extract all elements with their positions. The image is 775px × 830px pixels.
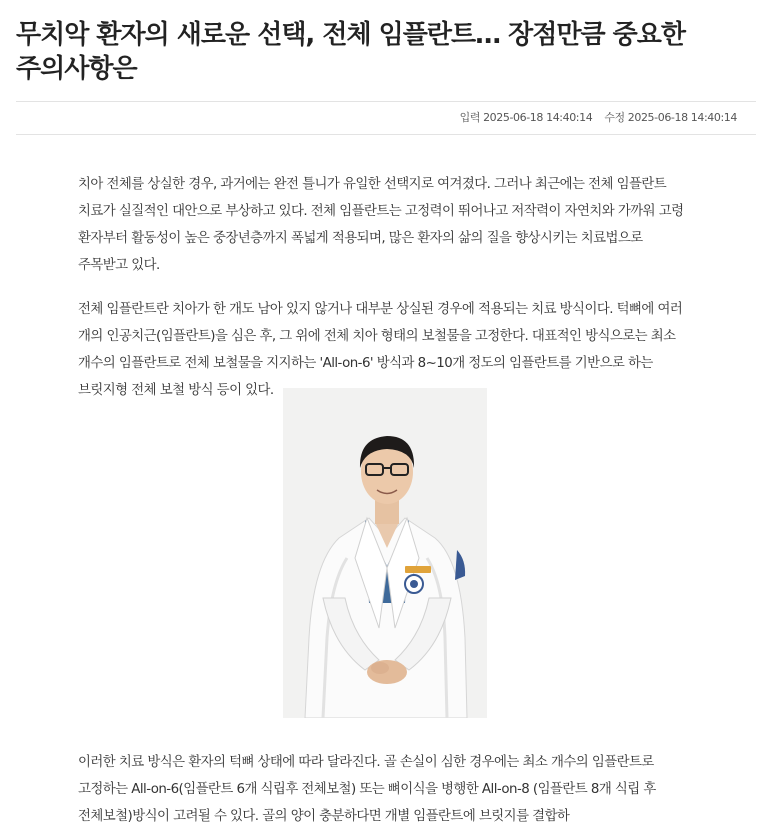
modified-time: 2025-06-18 14:40:14 bbox=[627, 111, 737, 124]
published-time: 2025-06-18 14:40:14 bbox=[483, 111, 593, 124]
article-paragraph-2: 전체 임플란트란 치아가 한 개도 남아 있지 않거나 대부분 상실된 경우에 적용되는 치료 방식이다. 턱뼈에 여러 개의 인공치근(임플란트)을 심은 후, 그 위에 전체 치아 형태의 보철물을 고정한다. 대표적인 방식으로는 최소 개수의 임플란트로 전체 보철물을 지지하는 'All-on-6' 방식과 8~10개 정도의 임플란트를 기반으로 하는 브릿지형 전체 보철 방식 등이 있다. bbox=[78, 302, 683, 399]
article-meta bbox=[448, 110, 737, 126]
modified-label: 수정 bbox=[604, 111, 625, 124]
article-headline: 무치악 환자의 새로운 선택, 전체 임플란트… 장점만큼 중요한 주의사항은 bbox=[16, 20, 686, 84]
modified-info bbox=[604, 111, 737, 124]
article-paragraph-1: 치아 전체를 상실한 경우, 과거에는 완전 틀니가 유일한 선택지로 여겨졌다. 그러나 최근에는 전체 임플란트 치료가 실질적인 대안으로 부상하고 있다. 전체 임플란트는 고정력이 뛰어나고 저작력이 자연치와 가까워 고령 환자부터 활동성이 높은 중장년층까지 폭넓게 적용되며, 많은 환자의 삶의 질을 향상시키는 치료법으로 주목받고 있다. bbox=[78, 177, 684, 274]
published-info bbox=[460, 111, 593, 124]
article-paragraph-3: 이러한 치료 방식은 환자의 턱뼈 상태에 따라 달라진다. 골 손실이 심한 경우에는 최소 개수의 임플란트로 고정하는 All-on-6(임플란트 6개 식립후 전체보철) 또는 뼈이식을 병행한 All-on-8 (임플란트 8개 식립 후 전체보철)방식이 고려될 수 있다. 골의 양이 충분하다면 개별 임플란트에 브릿지를 결합하 bbox=[78, 755, 656, 825]
published-label: 입력 bbox=[459, 111, 481, 124]
headline-divider bbox=[16, 101, 756, 102]
meta-divider bbox=[16, 134, 756, 135]
doctor-portrait-photo bbox=[283, 388, 487, 718]
